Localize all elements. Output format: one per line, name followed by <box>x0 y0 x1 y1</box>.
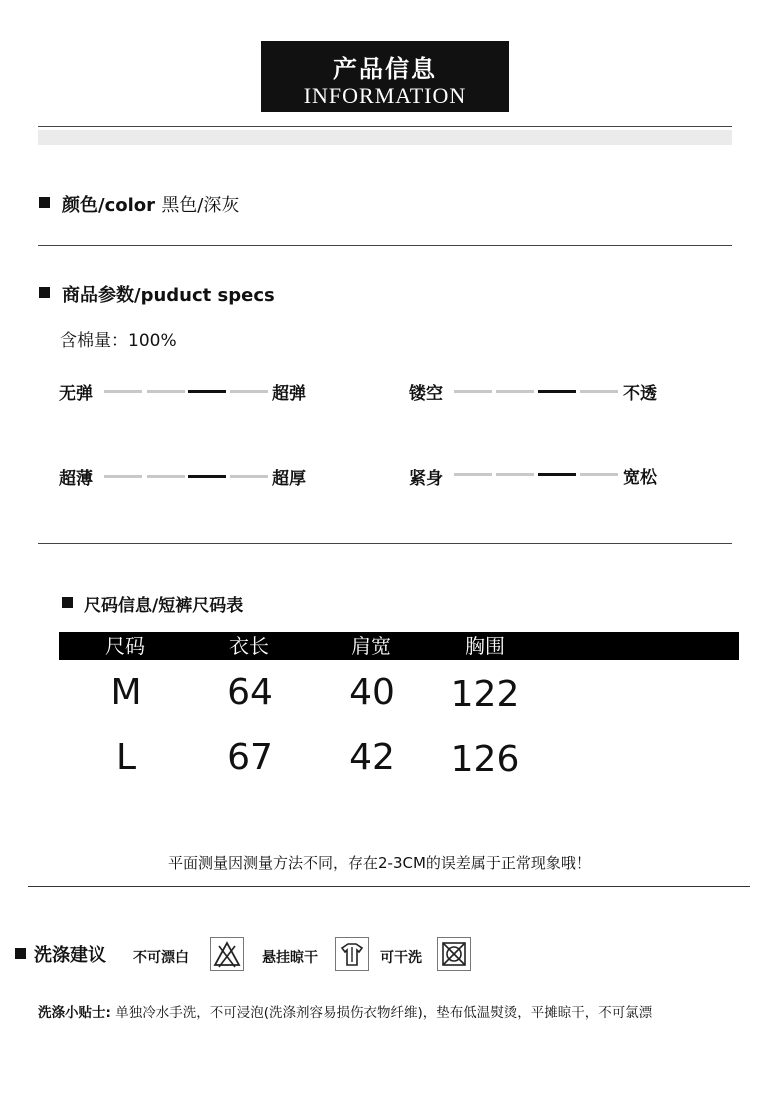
scale-segment <box>454 473 492 476</box>
scale-left-label: 超薄 <box>59 469 93 489</box>
table-cell: 67 <box>227 737 273 778</box>
divider <box>28 886 750 887</box>
divider <box>38 543 732 544</box>
header-title-en: INFORMATION <box>303 83 467 108</box>
size-section-title: 尺码信息/短裤尺码表 <box>84 596 244 616</box>
table-row <box>0 672 763 716</box>
color-section-title <box>62 191 239 217</box>
scale-segment <box>147 390 185 393</box>
scale-segment <box>230 390 268 393</box>
column-header: 肩宽 <box>351 634 391 658</box>
scale-segment <box>580 473 618 476</box>
scale-segment-active <box>188 390 226 393</box>
tips-text: 单独冷水手洗，不可浸泡(洗涤剂容易损伤衣物纤维)，垫布低温熨烫，平摊晾干，不可氯漂 <box>115 1005 653 1021</box>
divider <box>38 126 732 127</box>
hang-dry-icon <box>335 937 369 971</box>
scale-segment <box>580 390 618 393</box>
column-header: 衣长 <box>229 634 269 658</box>
table-cell: 40 <box>349 672 395 713</box>
table-cell: 42 <box>349 737 395 778</box>
bullet-square <box>39 287 50 298</box>
care-section-title: 洗涤建议 <box>34 945 106 966</box>
scale-right-label: 宽松 <box>623 468 657 488</box>
table-cell: 126 <box>450 739 520 780</box>
table-cell: M <box>110 672 142 713</box>
dry-clean-icon <box>437 937 471 971</box>
table-cell: L <box>115 737 137 778</box>
scale-right-label: 超厚 <box>272 469 306 489</box>
grey-band <box>38 130 732 145</box>
table-row <box>0 737 763 781</box>
scale-left-label: 镂空 <box>409 384 443 404</box>
color-value: 黑色/深灰 <box>161 195 240 216</box>
scale-segment-active <box>538 473 576 476</box>
care-label: 悬挂晾干 <box>262 950 318 966</box>
scale-left-label: 无弹 <box>59 384 93 404</box>
scale-segment <box>104 390 142 393</box>
scale-segment-active <box>538 390 576 393</box>
scale-segment-active <box>188 475 226 478</box>
scale-segment <box>147 475 185 478</box>
cotton-content: 含棉量：100% <box>60 331 177 351</box>
scale-left-label: 紧身 <box>409 469 443 489</box>
scale-segment <box>230 475 268 478</box>
bullet-square <box>39 197 50 208</box>
tips-label: 洗涤小贴士: <box>38 1005 111 1021</box>
no-bleach-icon <box>210 937 244 971</box>
divider <box>38 245 732 246</box>
scale-segment <box>496 390 534 393</box>
table-cell: 122 <box>450 674 520 715</box>
color-label: 颜色/color <box>62 195 156 216</box>
column-header: 胸围 <box>465 634 505 658</box>
table-cell: 64 <box>227 672 273 713</box>
scale-segment <box>496 473 534 476</box>
washing-tips <box>38 1001 652 1021</box>
size-table-header <box>59 632 739 660</box>
care-label: 可干洗 <box>380 950 422 966</box>
column-header: 尺码 <box>105 634 145 658</box>
scale-segment <box>454 390 492 393</box>
care-label: 不可漂白 <box>133 950 189 966</box>
measurement-note: 平面测量因测量方法不同，存在2-3CM的误差属于正常现象哦！ <box>168 854 591 872</box>
header-title-cn: 产品信息 <box>333 55 437 83</box>
specs-section-title: 商品参数/puduct specs <box>62 285 275 306</box>
bullet-square <box>62 597 73 608</box>
scale-right-label: 超弹 <box>272 384 306 404</box>
header-banner <box>261 41 509 112</box>
scale-right-label: 不透 <box>623 384 657 404</box>
scale-segment <box>104 475 142 478</box>
bullet-square <box>15 948 26 959</box>
